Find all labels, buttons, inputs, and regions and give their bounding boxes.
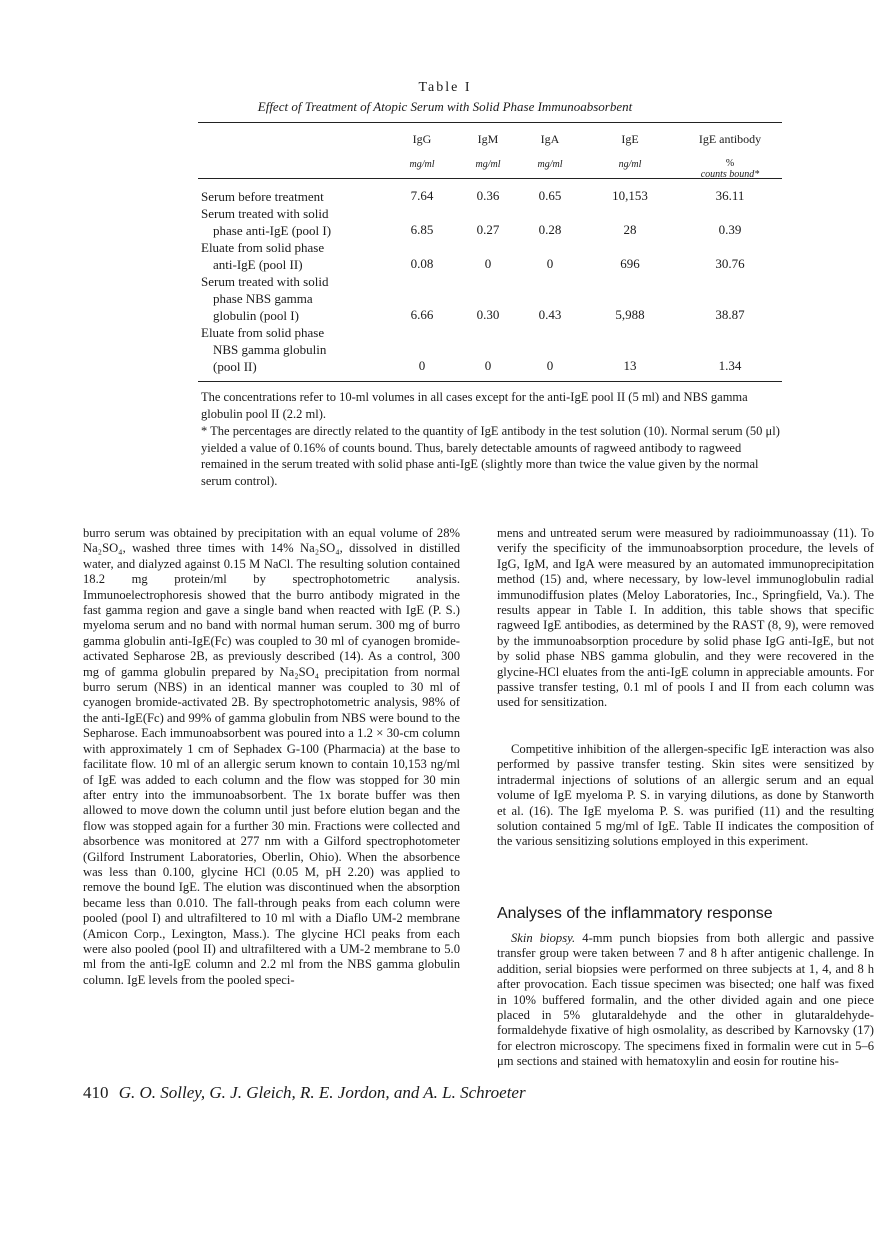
table-cell: 28 (623, 222, 637, 237)
body-paragraph-right-2: Competitive inhibition of the allergen-specific IgE interaction was also performed by passive transfer testing. Skin sites were sensitized by intradermal injections of solutions of an allergic serum and an equal volume of IgE myeloma P. S. in varying dilutions, as done by Stanworth et al. (16). The IgE myeloma P. S. was purified (11) and the resulting solution contained 5 mg/ml of IgE. Table II indicates the composition of the various sensitizing solutions employed in this experiment. (497, 742, 874, 849)
col-header-igg: IgG (412, 132, 432, 146)
table-cell: 0 (546, 358, 554, 373)
table-cell: 0.39 (718, 222, 742, 237)
table-cell: 0.36 (476, 188, 500, 203)
page-number: 410 (83, 1083, 109, 1102)
col-header-ige-antibody: IgE antibody (698, 132, 762, 146)
col-header-iga: IgA (540, 132, 560, 146)
col-header-igm: IgM (477, 132, 499, 146)
table-cell: 38.87 (715, 307, 745, 322)
table-cell: 10,153 (612, 188, 648, 203)
table-cell: 0 (484, 358, 492, 373)
table-cell: 0.30 (476, 307, 500, 322)
body-paragraph-right-1: mens and untreated serum were measured by radioimmunoassay (11). To verify the specificity of the immunoabsorption procedure, the levels of IgG, IgM, and IgA were measured by an automated immunoprecipitation method (15) and, where necessary, by low-level immunoglobulin radial immunodiffusion plates (Meloy Laboratories, Inc., Springfield, Va.). The results appear in Table I. In addition, this table shows that specific ragweed IgE antibodies, as determined by the RAST (8, 9), were removed by the immunoabsorption procedure by solid phase IgG anti-IgE, but not by solid phase NBS gamma globulin, and they were recovered in the glycine-HCl eluates from the anti-IgE column in appreciable amounts. For passive transfer testing, 0.1 ml of pools I and II from each column was used for sensitization. (497, 526, 874, 710)
table-cell: 1.34 (718, 358, 742, 373)
table-cell: 0 (484, 256, 492, 271)
table-cell: 0 (418, 358, 426, 373)
table-cell: 696 (620, 256, 640, 271)
body-paragraph-right-3-text: 4-mm punch biopsies from both allergic and passive transfer group were taken between 7 and 8 h after antigenic challenge. In addition, serial biopsies were performed on three subjects at 1, 4, and 8 h after provocation. Each tissue specimen was bisected; one half was fixed in 10% buffered formalin, and the other divided again and one piece placed in 5% glutaraldehyde and the other in glutaraldehyde-formaldehyde fixative of high osmolality, as described by Karnovsky (17) for electron microscopy. The specimens fixed in formalin were cut in 5–6 μm sections and stained with hematoxylin and eosin for routine his- (497, 931, 874, 1069)
table-top-rule (198, 122, 782, 123)
table-cell: 0.08 (410, 256, 434, 271)
table-cell: 0 (546, 256, 554, 271)
section-heading: Analyses of the inflammatory response (497, 905, 773, 922)
table-cell: 0.65 (538, 188, 562, 203)
table-cell: 0.43 (538, 307, 562, 322)
run-in-heading: Skin biopsy. (511, 931, 576, 945)
table-cell: 13 (623, 358, 637, 373)
table-cell: 5,988 (615, 307, 645, 322)
row-label-eluate-anti-ige: Eluate from solid phase anti-IgE (pool II) (201, 240, 325, 272)
body-column-left: burro serum was obtained by precipitation with an equal volume of 28% Na₂SO₄, washed three times with 14% Na₂SO₄, dissolved in distilled water, and dialyzed against 0.15 M NaCl. The resulting solution contained 18.2 mg protein/ml by spectrophotometric analysis. Immunoelectrophoresis showed that the burro antibody migrated in the fast gamma region and gave a single band when reacted with IgE (P. S.) myeloma serum and no band with normal human serum. 300 mg of burro gamma globulin anti-IgE(Fc) was coupled to 30 ml of cyanogen bromide-activated Sepharose 2B, as previously described (14). As a control, 300 mg of gamma globulin prepared by Na₂SO₄ precipitation from normal burro serum (NBS) in an identical manner was coupled to 30 ml of cyanogen bromide-activated 2B. By spectrophotometric analysis, 98% of the anti-IgE(Fc) and 99% of gamma globulin from NBS were bound to the Sepharose. Each immunoabsorbent was poured into a 1.2 × 30-cm column with approximately 1 cm of Sephadex G-100 (Pharmacia) at the base to facilitate flow. 10 ml of an allergic serum known to contain 10,153 ng/ml of IgE was added to each column and the flow was stopped for 30 min after entry into the immunoabsorbent. The 1x borate buffer was then allowed to move down the column until just before elution began and the flow was stopped again for a further 30 min. Fractions were collected and absorbence was monitored at 277 nm with a Gilford spectrophotometer (Gilford Instrument Laboratories, Oberlin, Ohio). When the absorbence was less than 0.100, glycine HCl (0.05 M, pH 2.20) was applied to remove the bound IgE. The elution was discontinued when the absorption became less than 0.010. The fall-through peaks from each column were pooled (pool I) and ultrafiltered to 10 ml with a Diaflo UM-2 membrane (Amicon Corp., Lexington, Mass.). The glycine HCl peaks from each were also pooled (pool II) and ultrafiltered with a UM-2 membrane to 5.0 ml from the anti-IgE column and 2.2 ml from the NBS gamma globulin column. IgE levels from the pooled speci- (83, 526, 460, 987)
row-label-eluate-nbs: Eluate from solid phase NBS gamma globulin (pool II) (201, 325, 327, 374)
col-unit-igm: mg/ml (475, 159, 501, 170)
table-subtitle: Effect of Treatment of Atopic Serum with Solid Phase Immunoabsorbent (257, 99, 633, 114)
page-footer (83, 1083, 526, 1103)
row-label-serum-before: Serum before treatment (201, 189, 324, 204)
col-header-ige: IgE (621, 132, 639, 146)
table-cell: 36.11 (715, 188, 745, 203)
col-unit-igg: mg/ml (409, 159, 435, 170)
table-cell: 0.28 (538, 222, 562, 237)
col-unit-iga: mg/ml (537, 159, 563, 170)
col-unit2-ige-antibody: counts bound* (700, 169, 760, 180)
table-bottom-rule (198, 381, 782, 382)
table-caption: Table I (418, 80, 472, 95)
authors: G. O. Solley, G. J. Gleich, R. E. Jordon, and A. L. Schroeter (118, 1083, 526, 1102)
body-paragraph-right-3 (497, 931, 874, 1070)
row-label-serum-anti-ige: Serum treated with solid phase anti-IgE (pool I) (201, 206, 332, 238)
table-cell: 6.85 (410, 222, 434, 237)
table-cell: 0.27 (476, 222, 500, 237)
col-unit-ige: ng/ml (618, 159, 642, 170)
col-unit-ige-antibody: % (725, 158, 735, 169)
table-cell: 30.76 (715, 256, 745, 271)
table-cell: 7.64 (410, 188, 434, 203)
table-cell: 6.66 (410, 307, 434, 322)
table-footnote-concentrations: The concentrations refer to 10-ml volumes in all cases except for the anti-IgE pool II (5 ml) and NBS gamma globulin pool II (2.2 ml). (201, 390, 748, 421)
row-label-serum-nbs: Serum treated with solid phase NBS gamma globulin (pool I) (201, 274, 329, 323)
table-footnote-percentages: * The percentages are directly related to the quantity of IgE antibody in the test solution (10). Normal serum (50 μl) yielded a value of 0.16% of counts bound. Thus, barely detectable amounts of ragweed antibody to ragweed remained in the serum treated with solid phase anti-IgE (slightly more than twice the value given by the normal serum control). (201, 424, 780, 488)
